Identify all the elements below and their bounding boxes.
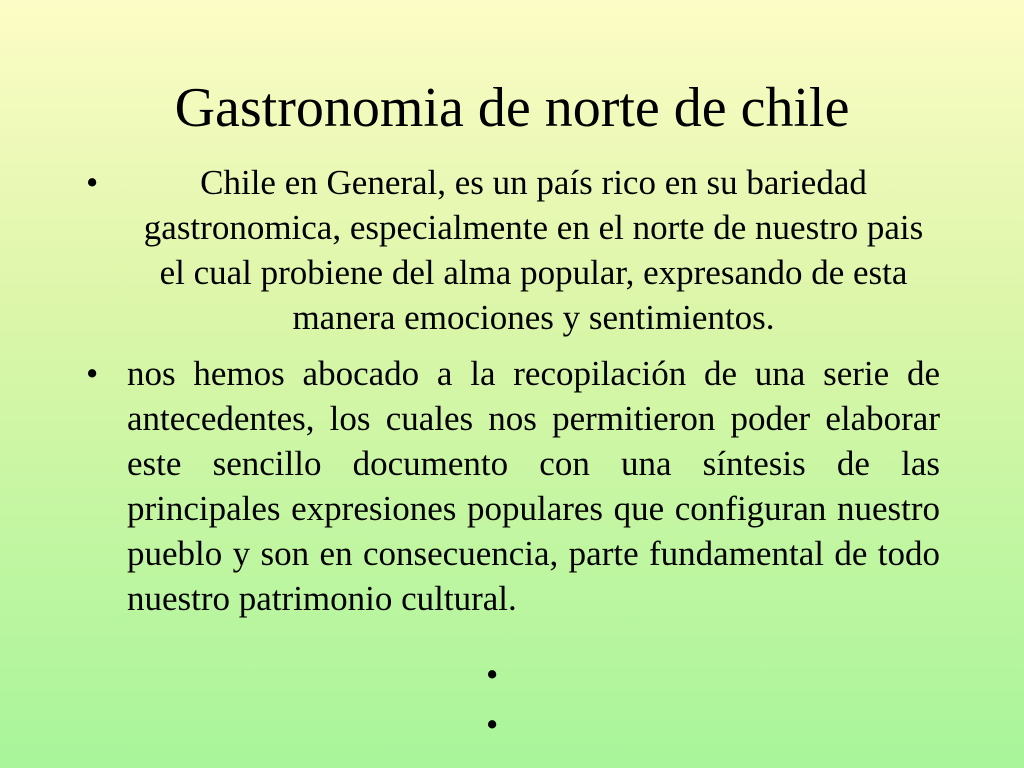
empty-bullet-marker: • xyxy=(486,655,499,694)
slide-title: Gastronomia de norte de chile xyxy=(174,77,850,139)
bullet-text: Chile en General, es un país rico en su bariedad gastronomica, especialmente en el norte de nuestro pais el cual probiene del alma popular, expresando de esta manera emociones y sentimientos. xyxy=(143,163,924,337)
bullet-item xyxy=(80,351,940,621)
bullet-text: nos hemos abocado a la recopilación de una serie de antecedentes, los cuales nos permitieron poder elaborar este sencillo documento con una síntesis de las principales expresiones populares que configuran nuestro pueblo y son en consecuencia, parte fundamental de todo nuestro patrimonio cultural. xyxy=(127,354,940,618)
bullet-list xyxy=(80,160,940,621)
bullet-item xyxy=(80,160,940,340)
bullet-marker: • xyxy=(86,354,99,393)
empty-bullet-marker: • xyxy=(486,705,499,744)
bullet-marker: • xyxy=(86,163,99,202)
